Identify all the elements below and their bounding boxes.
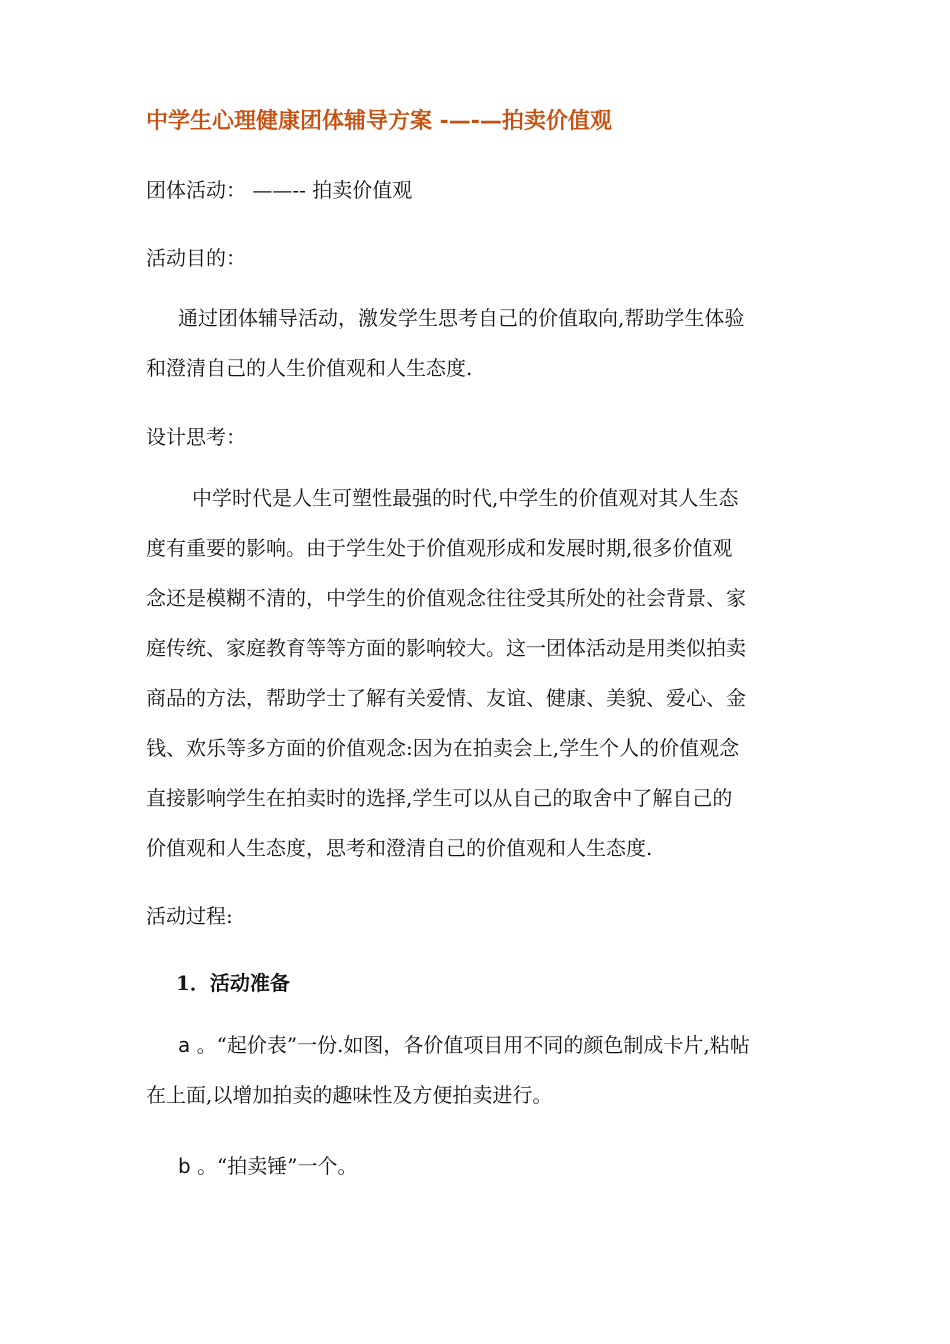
item-a-line: 。“起价表”一份.如图，各价值项目用不同的颜色制成卡片,粘帖	[196, 1033, 750, 1057]
step1-heading: 1．活动准备	[176, 971, 290, 995]
activity-line: 团体活动： ——-- 拍卖价值观	[146, 178, 413, 202]
purpose-line: 通过团体辅导活动，激发学生思考自己的价值取向,帮助学生体验	[178, 306, 745, 330]
design-line: 商品的方法，帮助学士了解有关爱情、友谊、健康、美貌、爱心、金	[146, 686, 746, 710]
design-heading: 设计思考：	[146, 425, 246, 449]
item-b-marker: b	[178, 1154, 191, 1178]
design-line: 念还是模糊不清的，中学生的价值观念往往受其所处的社会背景、家	[146, 586, 746, 610]
purpose-line: 和澄清自己的人生价值观和人生态度.	[146, 356, 473, 380]
design-line: 度有重要的影响。由于学生处于价值观形成和发展时期,很多价值观	[146, 536, 733, 560]
item-a-paragraph	[146, 1020, 826, 1120]
purpose-paragraph	[146, 293, 826, 393]
item-b-text: 。“拍卖锤”一个。	[197, 1154, 358, 1178]
item-a-marker: a	[178, 1033, 191, 1057]
design-line: 庭传统、家庭教育等等方面的影响较大。这一团体活动是用类似拍卖	[146, 636, 746, 660]
design-line: 价值观和人生态度，思考和澄清自己的价值观和人生态度.	[146, 836, 653, 860]
document-title: 中学生心理健康团体辅导方案 -—-—拍卖价值观	[146, 109, 612, 134]
process-heading: 活动过程:	[146, 904, 233, 928]
design-line: 直接影响学生在拍卖时的选择,学生可以从自己的取舍中了解自己的	[146, 786, 733, 810]
design-line: 中学时代是人生可塑性最强的时代,中学生的价值观对其人生态	[192, 486, 739, 510]
item-b	[178, 1150, 358, 1179]
design-paragraph	[146, 473, 826, 873]
purpose-heading: 活动目的：	[146, 246, 246, 270]
design-line: 钱、欢乐等多方面的价值观念:因为在拍卖会上,学生个人的价值观念	[146, 736, 740, 760]
item-a-line: 在上面,以增加拍卖的趣味性及方便拍卖进行。	[146, 1083, 553, 1107]
